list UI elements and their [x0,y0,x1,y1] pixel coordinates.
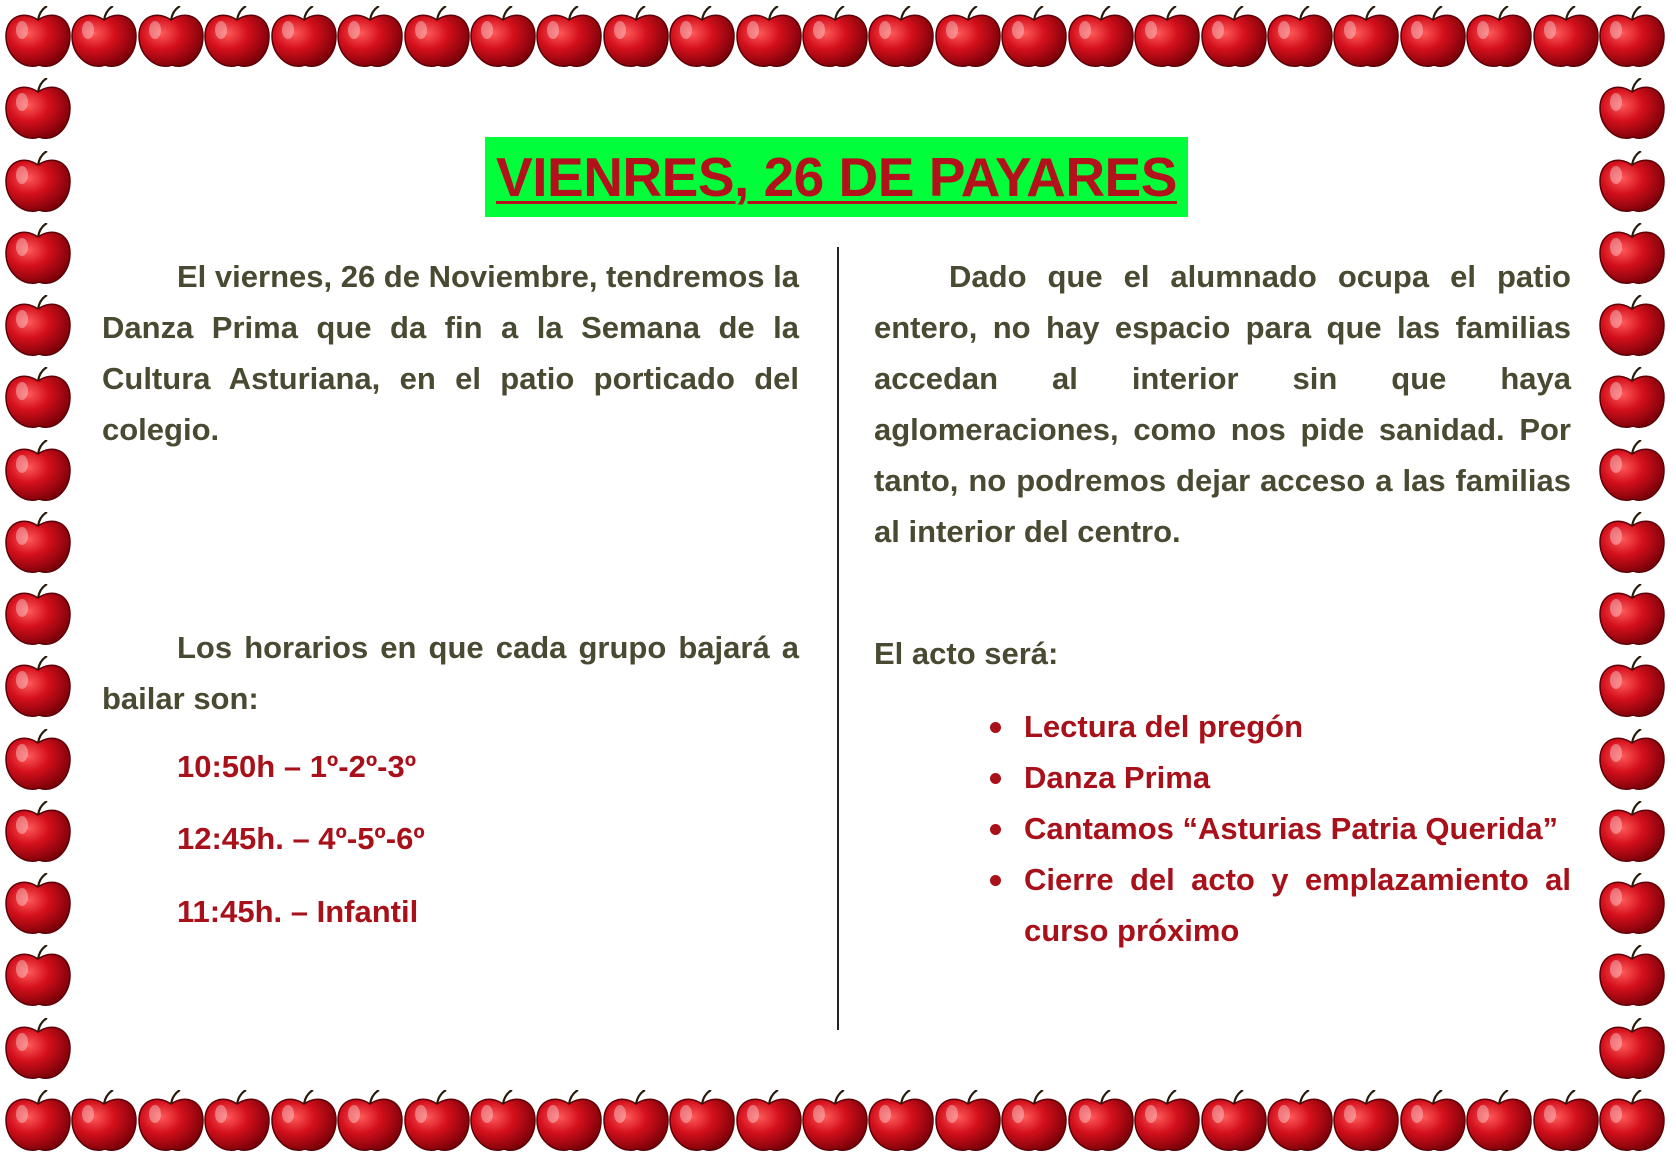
page-title: VIENRES, 26 DE PAYARES [485,137,1188,217]
red-apple-icon [2,295,74,359]
red-apple-icon [2,151,74,215]
bullet-icon [990,875,1001,886]
red-apple-icon [1397,6,1469,70]
red-apple-icon [1131,6,1203,70]
red-apple-icon [998,6,1070,70]
red-apple-icon [1463,6,1535,70]
red-apple-icon [1596,223,1668,287]
red-apple-icon [733,6,805,70]
bullet-icon [990,722,1001,733]
red-apple-icon [467,1090,539,1154]
red-apple-icon [1596,1018,1668,1082]
red-apple-icon [2,440,74,504]
red-apple-icon [1596,945,1668,1009]
red-apple-icon [1065,1090,1137,1154]
red-apple-icon [401,6,473,70]
red-apple-icon [1198,1090,1270,1154]
red-apple-icon [533,6,605,70]
red-apple-icon [1596,151,1668,215]
red-apple-icon [68,1090,140,1154]
red-apple-icon [1596,584,1668,648]
red-apple-icon [666,1090,738,1154]
red-apple-icon [2,6,74,70]
red-apple-icon [932,1090,1004,1154]
red-apple-icon [334,6,406,70]
red-apple-icon [1596,873,1668,937]
red-apple-icon [600,1090,672,1154]
red-apple-icon [2,223,74,287]
red-apple-icon [68,6,140,70]
red-apple-icon [2,367,74,431]
red-apple-icon [600,6,672,70]
red-apple-icon [1330,1090,1402,1154]
intro-text: El viernes, 26 de Noviembre, tendremos la Danza Prima que da fin a la Semana de la Cultura Asturiana, en el patio porticado del colegio. [102,259,799,447]
red-apple-icon [1463,1090,1535,1154]
red-apple-icon [1530,1090,1602,1154]
list-item: Danza Prima [1024,752,1571,803]
red-apple-icon [135,6,207,70]
red-apple-icon [1065,6,1137,70]
red-apple-icon [268,1090,340,1154]
red-apple-icon [1596,729,1668,793]
red-apple-icon [2,729,74,793]
red-apple-icon [1264,1090,1336,1154]
red-apple-icon [1596,367,1668,431]
red-apple-icon [1330,6,1402,70]
act-list [1024,701,1571,956]
red-apple-icon [932,6,1004,70]
red-apple-icon [201,6,273,70]
schedule-item: 12:45h. – 4º-5º-6º [177,821,425,856]
red-apple-icon [2,1018,74,1082]
red-apple-icon [998,1090,1070,1154]
red-apple-icon [865,1090,937,1154]
schedule-item: 11:45h. – Infantil [177,894,419,929]
red-apple-icon [334,1090,406,1154]
schedule-item: 10:50h – 1º-2º-3º [177,749,417,784]
red-apple-icon [865,6,937,70]
red-apple-icon [1596,512,1668,576]
list-item: Cierre del acto y emplazamiento al curso próximo [1024,854,1571,956]
red-apple-icon [2,873,74,937]
red-apple-icon [1530,6,1602,70]
red-apple-icon [1596,78,1668,142]
red-apple-icon [2,801,74,865]
red-apple-icon [2,945,74,1009]
red-apple-icon [1264,6,1336,70]
red-apple-icon [2,1090,74,1154]
red-apple-icon [1198,6,1270,70]
red-apple-icon [1397,1090,1469,1154]
schedule-intro-text: Los horarios en que cada grupo bajará a bailar son: [102,630,799,716]
red-apple-icon [1596,1090,1668,1154]
red-apple-icon [799,1090,871,1154]
red-apple-icon [2,512,74,576]
red-apple-icon [2,78,74,142]
red-apple-icon [1596,656,1668,720]
red-apple-icon [201,1090,273,1154]
left-intro-paragraph [102,251,799,455]
right-access-paragraph [874,251,1571,557]
column-divider [837,247,839,1030]
red-apple-icon [1596,6,1668,70]
red-apple-icon [1596,440,1668,504]
act-intro: El acto será: [874,636,1059,671]
red-apple-icon [733,1090,805,1154]
bullet-icon [990,824,1001,835]
access-text: Dado que el alumnado ocupa el patio entero, no hay espacio para que las familias accedan al interior sin que haya aglomeraciones, como nos pide sanidad. Por tanto, no podremos dejar acceso a las familias al interior del centro. [874,259,1571,549]
red-apple-icon [401,1090,473,1154]
red-apple-icon [1596,295,1668,359]
red-apple-icon [2,656,74,720]
list-item: Lectura del pregón [1024,701,1571,752]
left-schedule-intro [102,622,799,724]
bullet-icon [990,773,1001,784]
red-apple-icon [799,6,871,70]
red-apple-icon [135,1090,207,1154]
red-apple-icon [268,6,340,70]
red-apple-icon [1131,1090,1203,1154]
red-apple-icon [2,584,74,648]
list-item: Cantamos “Asturias Patria Querida” [1024,803,1571,854]
red-apple-icon [467,6,539,70]
red-apple-icon [533,1090,605,1154]
red-apple-icon [666,6,738,70]
red-apple-icon [1596,801,1668,865]
